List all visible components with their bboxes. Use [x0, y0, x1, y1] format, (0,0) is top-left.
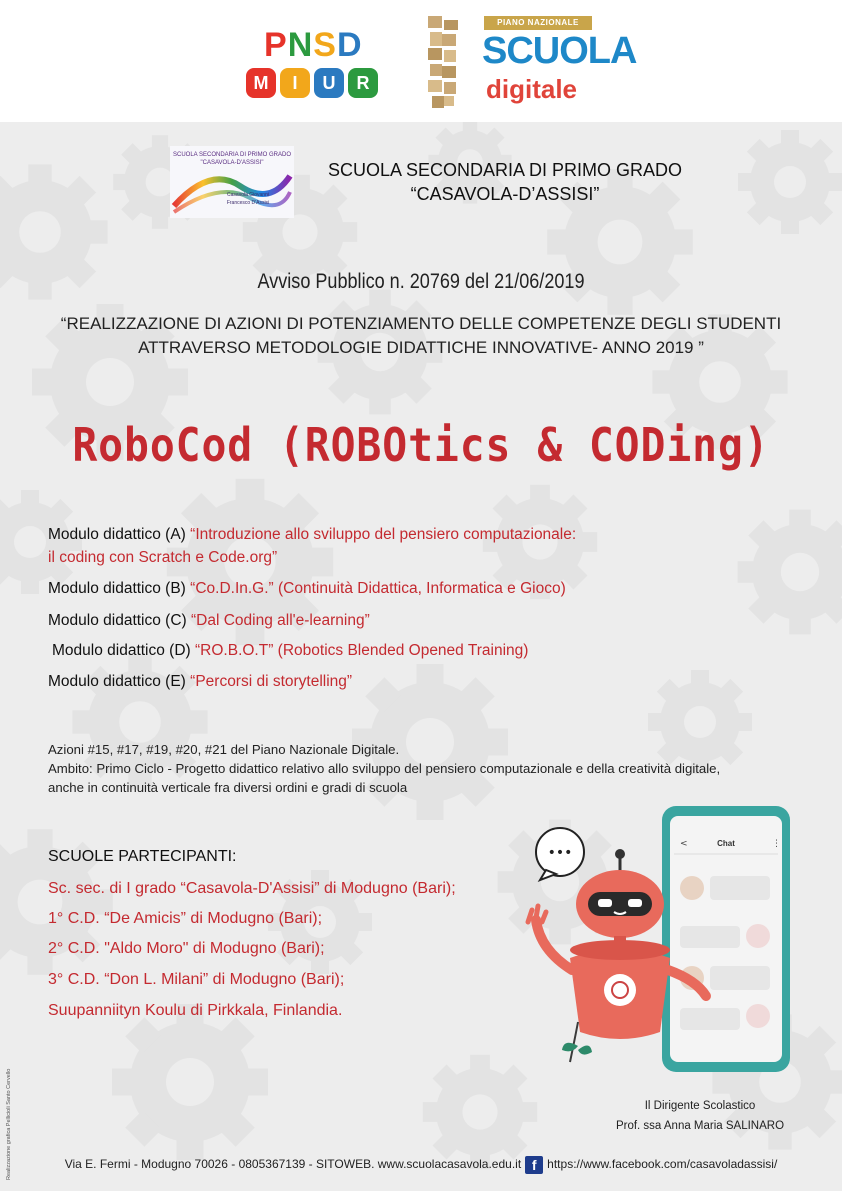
school-logo [170, 146, 294, 218]
pnsd-letter: D [336, 26, 363, 64]
main-title: RoboCod (ROBOtics & CODing) [72, 418, 770, 472]
scuola-item: Sc. sec. di I grado “Casavola-D'Assisi” di Modugno (Bari); [48, 880, 456, 897]
module-e [48, 673, 352, 691]
module-title: “RO.B.O.T” (Robotics Blended Opened Training) [195, 642, 529, 659]
module-title: “Dal Coding all'e-learning” [191, 612, 370, 629]
speech-bubble-icon [536, 828, 584, 880]
facebook-icon: f [525, 1156, 543, 1174]
azioni-line: Azioni #15, #17, #19, #20, #21 del Piano Nazionale Digitale. [48, 742, 400, 757]
scuole-heading: SCUOLE PARTECIPANTI: [48, 848, 237, 865]
scuola-digitale-emblem [428, 16, 458, 108]
pnsd-letter: N [287, 26, 314, 64]
pnsd-logo [242, 26, 392, 106]
azioni-block [48, 740, 828, 797]
miur-tile: U [314, 68, 344, 98]
module-label: Modulo didattico (C) [48, 612, 187, 629]
project-subtitle-line1: “REALIZZAZIONE DI AZIONI DI POTENZIAMENTO DELLE COMPETENZE DEGLI STUDENTI [60, 314, 782, 333]
robot-phone-illustration [510, 800, 810, 1090]
project-subtitle [20, 312, 822, 360]
phone-icon [662, 806, 790, 1072]
signature-role: Il Dirigente Scolastico [644, 1100, 756, 1112]
signature-name: Prof. ssa Anna Maria SALINARO [615, 1120, 785, 1132]
miur-tile: M [246, 68, 276, 98]
scuola-digitale-badge: PIANO NAZIONALE [484, 16, 592, 30]
module-c [48, 612, 370, 630]
miur-tile: R [348, 68, 378, 98]
speech-bubble-dots: ••• [547, 845, 573, 861]
module-d [52, 642, 528, 660]
miur-tile: I [280, 68, 310, 98]
module-label: Modulo didattico (E) [48, 673, 186, 690]
school-name-line2: “CASAVOLA-D’ASSISI” [410, 184, 600, 204]
pnsd-letter: P [264, 26, 288, 64]
azioni-line: anche in continuità verticale fra diversi ordini e gradi di scuola [48, 780, 408, 795]
scuola-item: 2° C.D. "Aldo Moro" di Modugno (Bari); [48, 940, 325, 957]
module-b [48, 580, 566, 598]
scuola-item: 3° C.D. “Don L. Milani” di Modugno (Bari); [48, 971, 345, 988]
module-label: Modulo didattico (A) [48, 526, 186, 543]
header-band [0, 0, 842, 122]
school-logo-text: SCUOLA SECONDARIA DI PRIMO GRADO [172, 152, 292, 158]
pnsd-logo-title [264, 26, 363, 65]
module-label: Modulo didattico (D) [52, 642, 191, 659]
phone-back-icon: < [680, 839, 688, 849]
miur-tiles [246, 68, 378, 98]
module-title: “Co.D.In.G.” (Continuità Didattica, Informatica e Gioco) [190, 580, 566, 597]
module-a [48, 526, 576, 544]
azioni-line: Ambito: Primo Ciclo - Progetto didattico relativo allo sviluppo del pensiero computazionale e della creatività digitale, [48, 761, 721, 776]
phone-chat-header: Chat [717, 839, 735, 848]
footer-address: Via E. Fermi - Modugno 70026 - 0805367139 - SITOWEB. www.scuolacasavola.edu.it [64, 1157, 522, 1172]
module-title: “Introduzione allo sviluppo del pensiero computazionale: [190, 526, 577, 543]
module-title: “Percorsi di storytelling” [190, 673, 353, 690]
school-logo-text: Francesco D'Assisi [226, 200, 270, 206]
school-name [310, 158, 700, 206]
module-label: Modulo didattico (B) [48, 580, 186, 597]
module-title: il coding con Scratch e Code.org” [48, 549, 278, 566]
phone-menu-icon: ⋮ [772, 839, 781, 849]
avviso-pubblico: Avviso Pubblico n. 20769 del 21/06/2019 [257, 270, 585, 293]
pnsd-letter: S [313, 26, 337, 64]
school-logo-text: "CASAVOLA-D'ASSISI" [200, 160, 264, 166]
module-a-continued [48, 549, 277, 567]
project-subtitle-line2: ATTRAVERSO METODOLOGIE DIDATTICHE INNOVATIVE- ANNO 2019 ” [138, 338, 704, 357]
signature [600, 1096, 800, 1136]
scuola-item: Suupanniityn Koulu di Pirkkala, Finlandia. [48, 1002, 343, 1019]
design-credit: Realizzazione grafica Pellicioli Santo Cervello [6, 1068, 12, 1180]
footer [0, 1156, 842, 1174]
facebook-link[interactable]: https://www.facebook.com/casavoladassisi/ [547, 1157, 778, 1172]
scuola-digitale-line1: SCUOLA [482, 30, 637, 72]
school-name-line1: SCUOLA SECONDARIA DI PRIMO GRADO [327, 160, 683, 180]
scuola-digitale-line2: digitale [486, 74, 578, 104]
scuola-item: 1° C.D. “De Amicis” di Modugno (Bari); [48, 910, 323, 927]
school-logo-text: Casavola Giovanni [227, 192, 269, 198]
